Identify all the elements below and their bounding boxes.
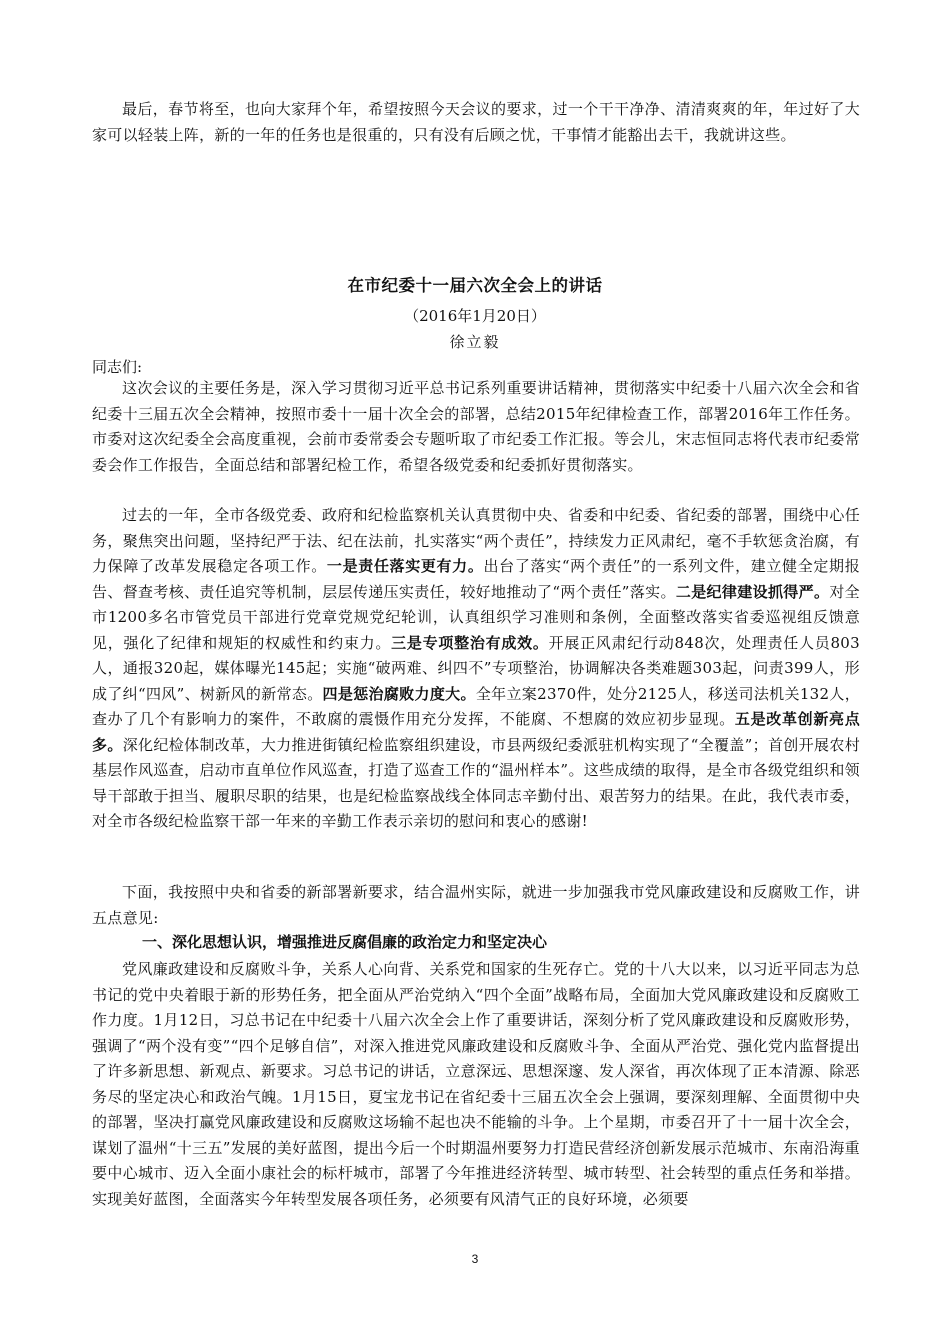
paragraph-opinions-intro: 下面，我按照中央和省委的新部署新要求，结合温州实际，就进一步加强我市党风廉政建设和反腐败工作，讲五点意见: <box>92 883 860 927</box>
speech-title: 在市纪委十一届六次全会上的讲话 <box>347 276 603 295</box>
closing-paragraph: 最后，春节将至，也向大家拜个年，希望按照今天会议的要求，过一个干干净净、清清爽爽的年，年过好了大家可以轻装上阵，新的一年的任务也是很重的，只有没有后顾之忧，干事情才能豁出去干，我就讲这些。 <box>92 100 860 144</box>
highlight-4: 四是惩治腐败力度大。 <box>322 684 476 703</box>
paragraph-section-1: 党风廉政建设和反腐败斗争，关系人心向背、关系党和国家的生死存亡。党的十八大以来，以习近平同志为总书记的党中央着眼于新的形势任务，把全面从严治党纳入“四个全面”战略布局，全面加大党风廉政建设和反腐败工作力度。1月12日，习总书记在中纪委十八届六次全会上作了重要讲话，深刻分析了党风廉政建设和反腐败形势，强调了“两个没有变”“四个足够自信”，对深入推进党风廉政建设和反腐败斗争、全面从严治党、强化党内监督提出了许多新思想、新观点、新要求。习总书记的讲话，立意深远、思想深邃、发人深省，再次体现了正本清源、除恶务尽的坚定决心和政治气魄。1月15日，夏宝龙书记在省纪委十三届五次全会上强调，要深刻理解、全面贯彻中央的部署，坚决打赢党风廉政建设和反腐败这场输不起也决不能输的斗争。上个星期，市委召开了十一届十次全会，谋划了温州“十三五”发展的美好蓝图，提出今后一个时期温州要努力打造民营经济创新发展示范城市、东南沿海重要中心城市、迈入全面小康社会的标杆城市，部署了今年推进经济转型、城市转型、社会转型的重点任务和举措。实现美好蓝图，全面落实今年转型发展各项任务，必须要有风清气正的良好环境，必须要 <box>92 960 860 1208</box>
review-text-4: 开展正风肃纪行动848次，处理责任人员803人，通报320起，媒体曝光145起；实施“破两难、纠四不”专项整治，协调解决各类难题303起，问责399人，形成了纠“四风”、树新风的新常态。 <box>92 633 860 703</box>
paragraph-review <box>92 503 860 835</box>
review-text-6: 深化纪检体制改革，大力推进街镇纪检监察组织建设，市县两级纪委派驻机构实现了“全覆盖”；首创开展农村基层作风巡查，启动市直单位作风巡查，打造了巡查工作的“温州样本”。这些成绩的取得，是全市各级党组织和领导干部敢于担当、履职尽职的结果，也是纪检监察战线全体同志辛勤付出、艰苦努力的结果。在此，我代表市委，对全市各级纪检监察干部一年来的辛勤工作表示亲切的慰问和衷心的感谢! <box>92 735 860 830</box>
review-text-3: 对全市1200多名市管党员干部进行党章党规党纪轮训，认真组织学习准则和条例，全面整改落实省委巡视组反馈意见，强化了纪律和规矩的权威性和约束力。 <box>92 582 860 652</box>
highlight-3: 三是专项整治有成效。 <box>391 633 549 652</box>
section-heading-1: 一、深化思想认识，增强推进反腐倡廉的政治定力和坚定决心 <box>142 933 548 951</box>
page-number: 3 <box>471 1252 479 1266</box>
review-text-5: 全年立案2370件，处分2125人，移送司法机关132人，查办了几个有影响力的案件，不敢腐的震慑作用充分发挥，不能腐、不想腐的效应初步显现。 <box>92 684 860 728</box>
speech-author: 徐立毅 <box>449 333 501 351</box>
highlight-5: 五是改革创新亮点多。 <box>92 710 860 754</box>
review-text-2: 出台了落实“两个责任”的一系列文件，建立健全定期报告、督查考核、责任追究等机制，层层传递压实责任，较好地推动了“两个责任”落实。 <box>92 557 860 601</box>
highlight-2: 二是纪律建设抓得严。 <box>675 582 830 601</box>
salutation: 同志们: <box>92 358 143 376</box>
review-text-1: 过去的一年，全市各级党委、政府和纪检监察机关认真贯彻中央、省委和中纪委、省纪委的部署，围绕中心任务，聚焦突出问题，坚持纪严于法、纪在法前，扎实落实“两个责任”，持续发力正风肃纪，毫不手软惩贪治腐，有力保障了改革发展稳定各项工作。 <box>92 506 860 575</box>
paragraph-main-tasks: 这次会议的主要任务是，深入学习贯彻习近平总书记系列重要讲话精神，贯彻落实中纪委十八届六次全会和省纪委十三届五次全会精神，按照市委十一届十次全会的部署，总结2015年纪律检查工作，部署2016年工作任务。市委对这次纪委全会高度重视，会前市委常委会专题听取了市纪委工作汇报。等会儿，宋志恒同志将代表市纪委常委会作工作报告，全面总结和部署纪检工作，希望各级党委和纪委抓好贯彻落实。 <box>92 379 860 474</box>
speech-date: （2016年1月20日） <box>404 307 546 325</box>
highlight-1: 一是责任落实更有力。 <box>326 557 484 575</box>
